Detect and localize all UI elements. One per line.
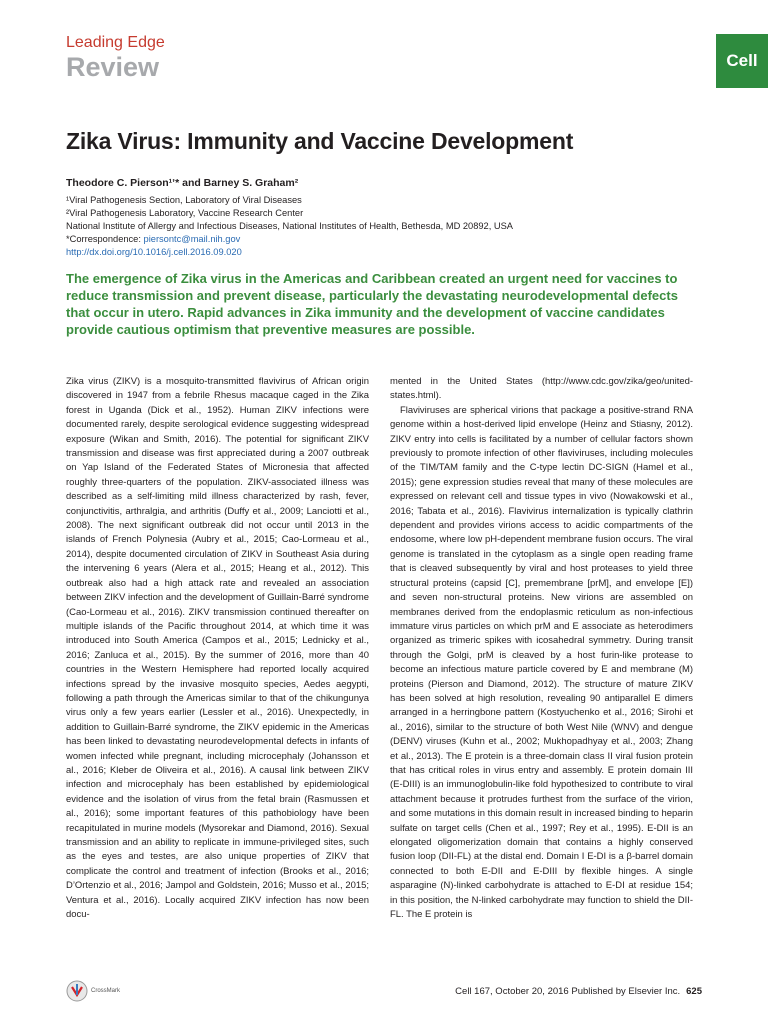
page-footer xyxy=(66,980,702,1004)
section-label xyxy=(66,34,165,82)
page-number: 625 xyxy=(686,986,702,997)
correspondence-label: *Correspondence: xyxy=(66,234,144,244)
crossmark-icon xyxy=(66,980,88,1002)
citation-text: Cell 167, October 20, 2016 Published by Elsevier Inc. xyxy=(455,986,681,997)
crossmark-label: CrossMark xyxy=(91,988,121,994)
journal-logo-tab xyxy=(716,34,768,88)
body-paragraph: Flaviviruses are spherical virions that package a positive-strand RNA genome within a host-derived lipid envelope (Heinz and Stiasny, 2012). ZIKV entry into cells is facilitated by a number of cellular factors shown previously to promote infection of other flaviviruses, including molecules of the TIM/TAM family and the C-type lectin DC-SIGN (Hamel et al., 2015); gene expression studies reveal that many of these molecules are expressed on relevant cell and tissue types in vivo (Nowakowski et al., 2016; Tabata et al., 2016). Flavivirus internalization is typically clathrin dependent and provides virions access to acidic compartments of the endosome, where low pH-dependent membrane fusion occurs. The viral genome is translated in the cytoplasm as a single open reading frame that is cleaved subsequently by viral and host proteases to yield three structural proteins (capsid [C], premembrane [prM], and envelope [E]) and seven non-structural proteins. New virions are assembled on membranes derived from the endoplasmic reticulum as non-infectious immature virus particles on which prM and E associate as heterodimers organized as trimeric spikes with icosahedral symmetry. During transit through the Golgi, prM is cleaved by a host furin-like protease to become an infectious mature particle covered by E and membrane (M) proteins (Pierson and Diamond, 2012). The structure of mature ZIKV has been solved at high resolution, revealing 90 antiparallel E dimers arranged in a herringbone pattern (Kostyuchenko et al., 2016; Sirohi et al., 2016), similar to the structure of both West Nile (WNV) and dengue (DENV) viruses (Kuhn et al., 2002; Mukhopadhyay et al., 2003; Zhang et al., 2013). The E protein is a three-domain class II viral fusion protein that has critical roles in virus entry and assembly. E protein domain III (E-DIII) is an immunoglobulin-like fold hypothesized to contribute to viral attachment because it protrudes furthest from the surface of the virion, and some mutations in this domain result in increased binding to heparin sulfate on target cells (Chen et al., 1997; Rey et al., 1995). E-DII is an elongated oligomerization domain that contains a highly conserved fusion loop (DII-FL) at the distal end. Domain I E-DI is a β-barrel domain connected to both E-DII and E-DIII by flexible hinges. A single asparagine (N)-linked carbohydrate is attached to E-DI at residue 154; in this position, the N-linked carbohydrate may function to shield the DII-FL. The E protein is xyxy=(390,404,693,921)
body-paragraph: Zika virus (ZIKV) is a mosquito-transmitted flavivirus of African origin discovered in 1947 from a febrile Rhesus macaque caged in the Zika forest in Uganda (Dick et al., 1952). Human ZIKV infections were documented rarely, despite serological evidence suggesting widespread exposure (Wikan and Smith, 2016). The potential for significant ZIKV transmission and disease was first appreciated during a 2007 outbreak on Yap Island of the Federated States of Micronesia that affected roughly three-quarters of the population. ZIKV-associated illness was described as a self-limiting mild illness characterized by rash, fever, conjunctivitis, arthralgia, and arthritis (Duffy et al., 2009; Lanciotti et al., 2008). The next significant outbreak did not occur until 2013 in the islands of French Polynesia (Aubry et al., 2015; Cao-Lormeau et al., 2014), despite documented circulation of ZIKV in Southeast Asia during the intervening 6 years (Alera et al., 2015; Heang et al., 2012). This outbreak also had a high attack rate and revealed an association between ZIKV infection and the development of Guillain-Barré syndrome (Cao-Lormeau et al., 2016). ZIKV transmission continued thereafter on multiple islands of the Pacific throughout 2014, at which time it was introduced into South America (Campos et al., 2015; Lednicky et al., 2016; Zanluca et al., 2015). By the summer of 2016, more than 40 countries in the Western Hemisphere had reported locally acquired infections spread by the invasive mosquito species, Aedes aegypti, following a path through the Americas similar to that of the chikungunya virus only a few years earlier (Lessler et al., 2016). Unexpectedly, in addition to Guillain-Barré syndrome, the ZIKV epidemic in the Americas has been linked to devastating neurodevelopmental defects in infants of women infected while pregnant, including microcephaly (Johansson et al., 2016; Kleber de Oliveira et al., 2016). A causal link between ZIKV infection and microcephaly has been established by epidemiological evidence and the isolation of virus from the fetal brain (Rasmussen et al., 2016); some important features of this pathobiology have been recapitulated in murine models (Mysorekar and Diamond, 2016). Sexual transmission and an ability to replicate in immune-privileged sites, such as the eyes and testes, are also unique properties of ZIKV that complicate the control and treatment of infection (Brooks et al., 2016; D’Ortenzio et al., 2016; Jampol and Goldstein, 2016; Musso et al., 2015; Ventura et al., 2016). Locally acquired ZIKV infection has now been docu- xyxy=(66,376,369,921)
article-type: Review xyxy=(66,52,160,82)
footer-citation xyxy=(455,986,702,997)
correspondence xyxy=(66,233,240,246)
correspondence-email-link[interactable]: piersontc@mail.nih.gov xyxy=(143,234,241,244)
section-name: Leading Edge xyxy=(66,34,165,51)
doi-link[interactable]: http://dx.doi.org/10.1016/j.cell.2016.09.020 xyxy=(66,247,242,257)
body-column-left xyxy=(66,375,369,922)
journal-name: Cell xyxy=(726,51,758,70)
affiliation-2: ²Viral Pathogenesis Laboratory, Vaccine Research Center xyxy=(66,208,304,218)
body-paragraph: mented in the United States (http://www.cdc.gov/zika/geo/united-states.html). xyxy=(390,376,693,402)
article-title: Zika Virus: Immunity and Vaccine Development xyxy=(66,128,574,154)
body-column-right xyxy=(390,375,693,922)
affiliation-3: National Institute of Allergy and Infectious Diseases, National Institutes of Health, Bethesda, MD 20892, USA xyxy=(66,221,514,231)
crossmark-badge[interactable] xyxy=(66,980,120,1002)
abstract: The emergence of Zika virus in the Americas and Caribbean created an urgent need for vaccines to reduce transmission and prevent disease, particularly the devastating neurodevelopmental defects that occur in utero. Rapid advances in Zika immunity and the development of vaccine candidates provide cautious optimism that preventive measures are possible. xyxy=(66,271,678,337)
author-list: Theodore C. Pierson¹ʼ* and Barney S. Graham² xyxy=(66,177,299,189)
affiliation-1: ¹Viral Pathogenesis Section, Laboratory of Viral Diseases xyxy=(66,195,302,205)
